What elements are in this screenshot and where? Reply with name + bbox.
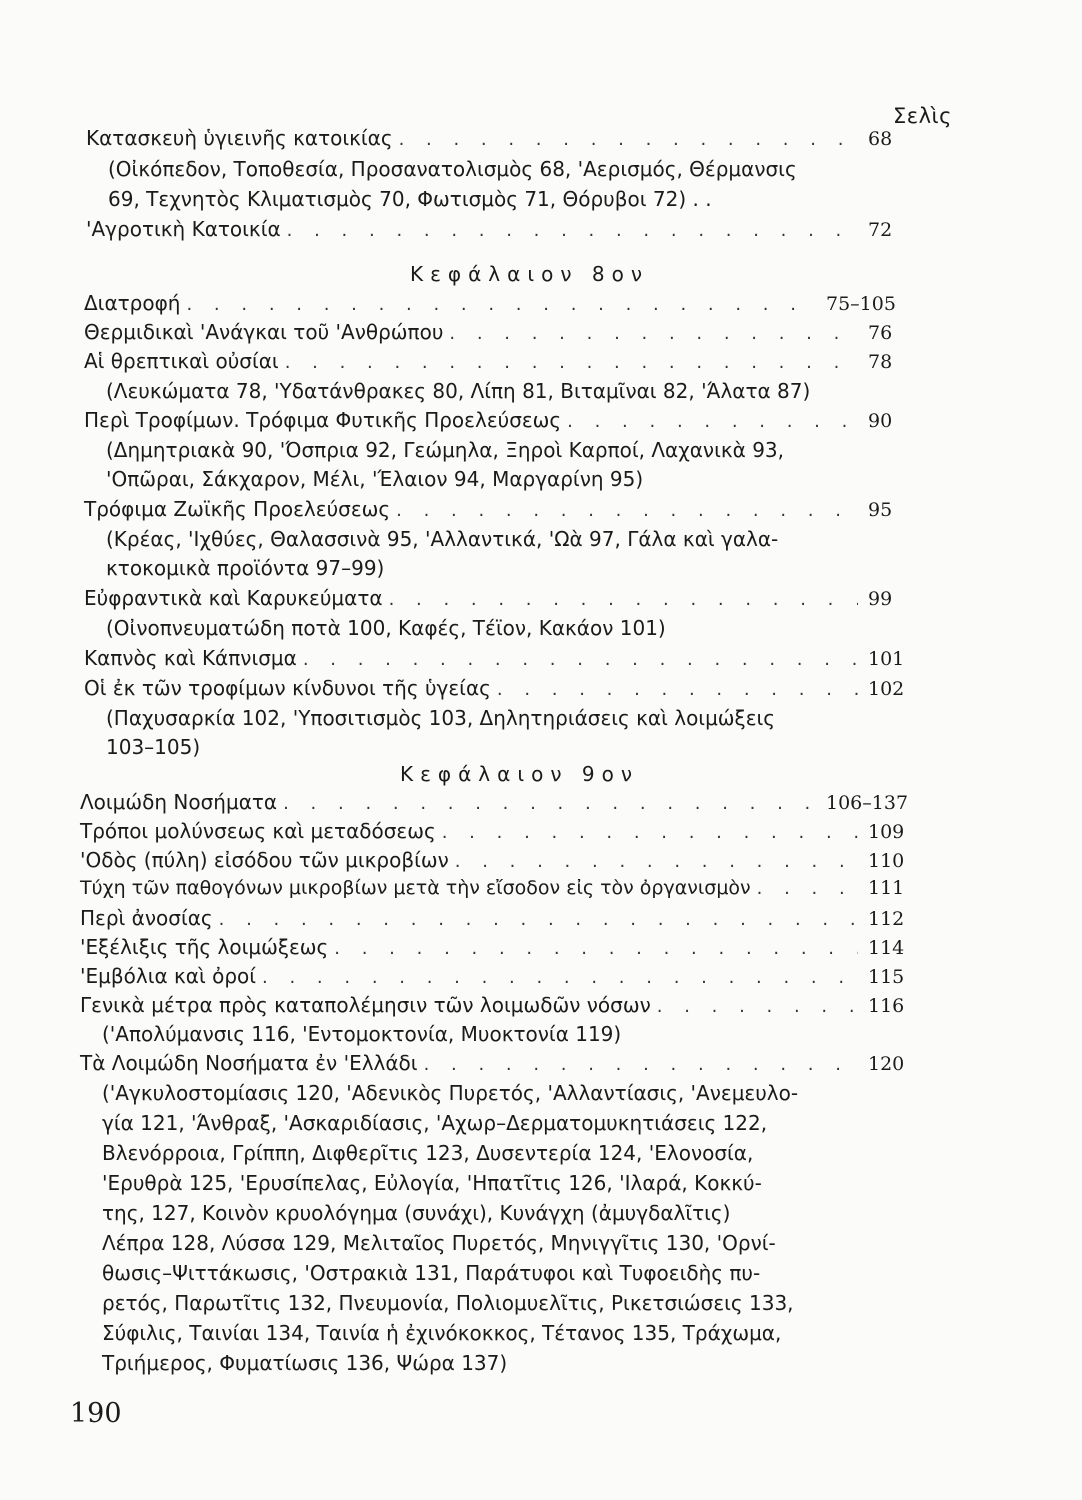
toc-entry: Οἱ ἐκ τῶν τροφίμων κίνδυνοι τῆς ὑγείας . . . 102 — [0, 676, 930, 705]
toc-entry: Περὶ ἀνοσίας . . . 112 — [0, 906, 930, 935]
toc-subentry: Λέπρα 128, Λύσσα 129, Μελιταῖος Πυρετός, Μηνιγγῖτις 130, 'Ορνί- — [102, 1231, 776, 1255]
toc-subentry: ('Απολύμανσις 116, 'Εντομοκτονία, Μυοκτονία 119) — [102, 1022, 622, 1046]
toc-subentry: (Οἰκόπεδον, Τοποθεσία, Προσανατολισμὸς 68, 'Αερισμός, Θέρμανσις — [108, 157, 797, 181]
chapter-heading: Κεφάλαιον 9ον — [400, 762, 639, 786]
toc-entry: Γενικὰ μέτρα πρὸς καταπολέμησιν τῶν λοιμωδῶν νόσων . . . 116 — [0, 993, 930, 1022]
toc-subentry: 'Ερυθρὰ 125, 'Ερυσίπελας, Εὐλογία, 'Ηπατῖτις 126, 'Ιλαρά, Κοκκύ- — [102, 1171, 762, 1195]
toc-entry: Εὐφραντικὰ καὶ Καρυκεύματα . . . 99 — [0, 586, 930, 615]
toc-subentry: (Λευκώματα 78, 'Υδατάνθρακες 80, Λίπη 81, Βιταμῖναι 82, 'Άλατα 87) — [106, 379, 811, 403]
toc-entry: Θερμιδικαὶ 'Ανάγκαι τοῦ 'Ανθρώπου . . . 76 — [0, 320, 930, 349]
page-column-header: Σελὶς — [893, 104, 952, 128]
toc-entry: Τύχη τῶν παθογόνων μικροβίων μετὰ τὴν εἴσοδον εἰς τὸν ὀργανισμὸν . . . 111 — [0, 877, 930, 906]
toc-subentry: ρετός, Παρωτῖτις 132, Πνευμονία, Πολιομυελῖτις, Ρικετσιώσεις 133, — [102, 1291, 794, 1315]
toc-entry: 'Οδὸς (πύλη) εἰσόδου τῶν μικροβίων . . . 110 — [0, 848, 930, 877]
toc-subentry: της, 127, Κοινὸν κρυολόγημα (συνάχι), Κυνάγχη (ἀμυγδαλῖτις) — [102, 1201, 731, 1225]
toc-subentry: 103–105) — [106, 735, 201, 759]
toc-subentry: θωσις–Ψιττάκωσις, 'Οστρακιὰ 131, Παράτυφοι καὶ Τυφοειδὴς πυ- — [102, 1261, 761, 1285]
toc-entry: 'Αγροτικὴ Κατοικία . . . 72 — [0, 217, 930, 246]
chapter-heading: Κεφάλαιον 8ον — [410, 262, 649, 286]
toc-entry: Τρόφιμα Ζωϊκῆς Προελεύσεως . . . 95 — [0, 497, 930, 526]
toc-subentry: (Κρέας, 'Ιχθύες, Θαλασσινὰ 95, 'Αλλαντικά, 'Ωὰ 97, Γάλα καὶ γαλα- — [106, 527, 779, 551]
toc-entry: Διατροφή . . . 75–105 — [0, 291, 930, 320]
toc-subentry: 69, Τεχνητὸς Κλιματισμὸς 70, Φωτισμὸς 71, Θόρυβοι 72) . . — [108, 187, 712, 211]
toc-subentry: ('Αγκυλοστομίασις 120, 'Αδενικὸς Πυρετός, 'Αλλαντίασις, 'Ανεμευλο- — [102, 1081, 799, 1105]
toc-subentry: Βλενόρροια, Γρίππη, Διφθερῖτις 123, Δυσεντερία 124, 'Ελονοσία, — [102, 1141, 754, 1165]
toc-entry: 'Εμβόλια καὶ ὀροί . . . 115 — [0, 964, 930, 993]
toc-entry: 'Εξέλιξις τῆς λοιμώξεως . . . 114 — [0, 935, 930, 964]
toc-subentry: κτοκομικὰ προϊόντα 97–99) — [106, 556, 385, 580]
toc-subentry: γία 121, 'Άνθραξ, 'Ασκαριδίασις, 'Αχωρ–Δερματομυκητιάσεις 122, — [102, 1111, 768, 1135]
toc-entry: Τρόποι μολύνσεως καὶ μεταδόσεως . . . 109 — [0, 819, 930, 848]
toc-entry: Τὰ Λοιμώδη Νοσήματα ἐν 'Ελλάδι . . . 120 — [0, 1051, 930, 1080]
toc-entry: Κατασκευὴ ὑγιεινῆς κατοικίας . . . 68 — [0, 126, 930, 155]
toc-subentry: Σύφιλις, Ταινίαι 134, Ταινία ἡ ἐχινόκοκκος, Τέτανος 135, Τράχωμα, — [102, 1321, 782, 1345]
toc-entry: Αἱ θρεπτικαὶ οὐσίαι . . . 78 — [0, 349, 930, 378]
page-number: 190 — [70, 1398, 122, 1429]
toc-subentry: (Οἰνοπνευματώδη ποτὰ 100, Καφές, Τέϊον, Κακάον 101) — [106, 616, 666, 640]
toc-subentry: Τριήμερος, Φυματίωσις 136, Ψώρα 137) — [102, 1351, 508, 1375]
toc-subentry: (Παχυσαρκία 102, 'Υποσιτισμὸς 103, Δηλητηριάσεις καὶ λοιμώξεις — [106, 706, 776, 730]
toc-entry: Λοιμώδη Νοσήματα . . . 106–137 — [0, 790, 930, 819]
toc-entry: Περὶ Τροφίμων. Τρόφιμα Φυτικῆς Προελεύσεως . . . 90 — [0, 408, 930, 437]
toc-entry: Καπνὸς καὶ Κάπνισμα . . . 101 — [0, 646, 930, 675]
toc-subentry: 'Οπῶραι, Σάκχαρον, Μέλι, 'Έλαιον 94, Μαργαρίνη 95) — [106, 467, 644, 491]
toc-subentry: (Δημητριακὰ 90, 'Όσπρια 92, Γεώμηλα, Ξηροὶ Καρποί, Λαχανικὰ 93, — [106, 438, 785, 462]
